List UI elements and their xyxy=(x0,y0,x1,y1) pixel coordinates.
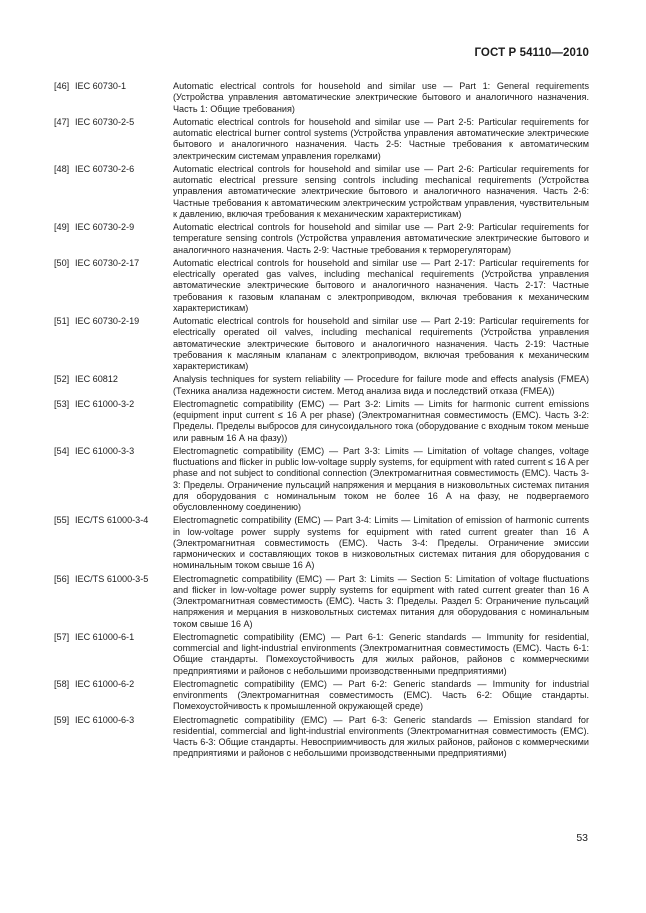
reference-standard-code: IEC 60730-1 xyxy=(75,81,127,91)
reference-item xyxy=(54,81,589,115)
reference-number: [57] xyxy=(54,631,70,642)
reference-list xyxy=(54,81,589,762)
reference-title: Electromagnetic compatibility (EMC) — Part 3-3: Limits — Limitation of voltage changes, voltage fluctuations and flicker in public low-voltage supply systems, for equipment with rated current ≤ 16 A per phase and not subject to conditional connection (Электромагнитная совместимость (EMC). Часть 3-3: Пределы. Ограничение пульсаций напряжения и мерцания в низковольтных системах питания для оборудования с номинальным током не более 16 А на фазу, не подвергаемого обусловленному соединению) xyxy=(173,445,589,512)
reference-item xyxy=(54,446,589,514)
reference-number: [58] xyxy=(54,678,70,689)
reference-standard-code: IEC 61000-3-3 xyxy=(75,445,135,456)
reference-item xyxy=(54,316,589,372)
reference-title: Analysis techniques for system reliability — Procedure for failure mode and effects analysis (FMEA) (Техника анализа надежности систем. Метод анализа вида и последствий отказа (FMEA)) xyxy=(173,374,589,396)
reference-title: Automatic electrical controls for household and similar use — Part 2-5: Particular requirements for automatic electrical burner control systems (Устройства управления автоматические электрические бытового и аналогичного назначения. Часть 2-5: Частные требования к автоматическим электрическим системам управления горелками) xyxy=(173,116,589,161)
reference-title: Electromagnetic compatibility (EMC) — Part 3-4: Limits — Limitation of emission of harmonic currents in low-voltage power supply systems for equipment with rated current greater than 16 A (Электромагнитная совместимость (EMC). Часть 3-4: Пределы. Ограничение эмиссии гармонических и составляющих токов в низковольтных системах питания для оборудования с номинальным током свыше 16 А) xyxy=(173,515,589,571)
reference-item xyxy=(54,715,589,760)
reference-standard-code: IEC 61000-6-3 xyxy=(75,714,135,725)
reference-item xyxy=(54,632,589,677)
reference-standard-code: IEC 61000-6-1 xyxy=(75,631,135,642)
reference-item xyxy=(54,374,589,397)
reference-item xyxy=(54,164,589,220)
reference-title: Electromagnetic compatibility (EMC) — Part 6-1: Generic standards — Immunity for residential, commercial and light-industrial environments (Электромагнитная совместимость (EMC). Часть 6-1: Общие стандарты. Помехоустойчивость для жилых районов, районов с коммерческими предприятиями и районов с небольшими производственными предприятиями) xyxy=(173,631,589,676)
reference-standard-code: IEC 60730-2-17 xyxy=(75,257,140,268)
reference-number: [46] xyxy=(54,81,70,91)
reference-standard-code: IEC 60730-2-19 xyxy=(75,316,140,326)
reference-title: Automatic electrical controls for household and similar use — Part 2-17: Particular requirements for electrically operated gas valves, including mechanical requirements (Устройства управления автоматические электрические бытового и аналогичного назначения. Часть 2-17: Частные требования к газовым клапанам с электроприводом, включая требования к механическим характеристикам) xyxy=(173,257,589,313)
reference-number: [59] xyxy=(54,714,70,725)
reference-title: Electromagnetic compatibility (EMC) — Part 3-2: Limits — Limits for harmonic current emissions (equipment input current ≤ 16 A per phase) (Электромагнитная совместимость (EMC). Часть 3-2: Пределы. Пределы выбросов для синусоидального тока (оборудование с входным током меньше или равным 16 А на фазу)) xyxy=(173,398,589,443)
document-header: ГОСТ Р 54110—2010 xyxy=(474,47,589,59)
reference-item xyxy=(54,515,589,571)
reference-item xyxy=(54,574,589,630)
reference-number: [51] xyxy=(54,316,70,326)
page-number: 53 xyxy=(576,832,588,844)
reference-item xyxy=(54,258,589,314)
reference-title: Automatic electrical controls for household and similar use — Part 2-19: Particular requirements for electrically operated oil valves, including mechanical requirements (Устройства управления автоматические электрические бытового и аналогичного назначения. Часть 2-19: Частные требования к масляным клапанам с электроприводом, включая требования к механическим характеристикам) xyxy=(173,316,589,371)
reference-number: [50] xyxy=(54,257,70,268)
reference-number: [54] xyxy=(54,445,70,456)
reference-standard-code: IEC/TS 61000-3-4 xyxy=(75,515,149,526)
reference-standard-code: IEC 61000-3-2 xyxy=(75,398,135,409)
reference-title: Electromagnetic compatibility (EMC) — Part 3: Limits — Section 5: Limitation of voltage fluctuations and flicker in low-voltage power supply systems for equipment with rated current greater than 16 A (Электромагнитная совместимость (EMC). Часть 3: Пределы. Раздел 5: Ограничение пульсаций напряжения и мерцания в низковольтных системах питания для оборудования с номинальным током свыше 16 А) xyxy=(173,573,589,629)
reference-number: [53] xyxy=(54,398,70,409)
reference-number: [56] xyxy=(54,573,70,584)
reference-item xyxy=(54,399,589,444)
reference-standard-code: IEC 61000-6-2 xyxy=(75,678,135,689)
reference-title: Electromagnetic compatibility (EMC) — Part 6-3: Generic standards — Emission standard for residential, commercial and light-industrial environments (Электромагнитная совместимость (EMC). Часть 6-3: Общие стандарты. Невосприимчивость для жилых районов, районов с коммерческими предприятиями и районов с небольшими производственными предприятиями) xyxy=(173,714,589,759)
reference-title: Electromagnetic compatibility (EMC) — Part 6-2: Generic standards — Immunity for industrial environments (Электромагнитная совместимость (EMC). Часть 6-2: Общие стандарты. Помехоустойчивость к промышленной окружающей среде) xyxy=(173,678,589,712)
reference-item xyxy=(54,222,589,256)
reference-number: [49] xyxy=(54,222,70,232)
reference-number: [52] xyxy=(54,374,70,385)
reference-title: Automatic electrical controls for household and similar use — Part 1: General requirements (Устройства управления автоматические электрические бытового и аналогичного назначения. Часть 1: Общие требования) xyxy=(173,81,589,114)
reference-standard-code: IEC 60730-2-5 xyxy=(75,116,135,127)
reference-standard-code: IEC 60730-2-9 xyxy=(75,222,135,232)
reference-standard-code: IEC/TS 61000-3-5 xyxy=(75,573,149,584)
reference-item xyxy=(54,117,589,162)
reference-standard-code: IEC 60730-2-6 xyxy=(75,163,135,174)
reference-number: [48] xyxy=(54,163,70,174)
reference-title: Automatic electrical controls for household and similar use — Part 2-9: Particular requirements for temperature sensing controls (Устройства управления автоматические электрические бытового и аналогичного назначения. Часть 2-9: Частные требования к терморегуляторам) xyxy=(173,222,589,255)
reference-number: [55] xyxy=(54,515,70,526)
reference-standard-code: IEC 60812 xyxy=(75,374,118,385)
reference-item xyxy=(54,679,589,713)
reference-number: [47] xyxy=(54,116,70,127)
reference-title: Automatic electrical controls for household and similar use — Part 2-6: Particular requirements for automatic electrical pressure sensing controls including mechanical requirements (Устройства управления автоматические электрические бытового и аналогичного назначения. Часть 2-6: Частные требования к автоматическим электрическим устройствам управления, чувствительным к давлению, включая требования к механическим характеристикам) xyxy=(173,163,589,219)
